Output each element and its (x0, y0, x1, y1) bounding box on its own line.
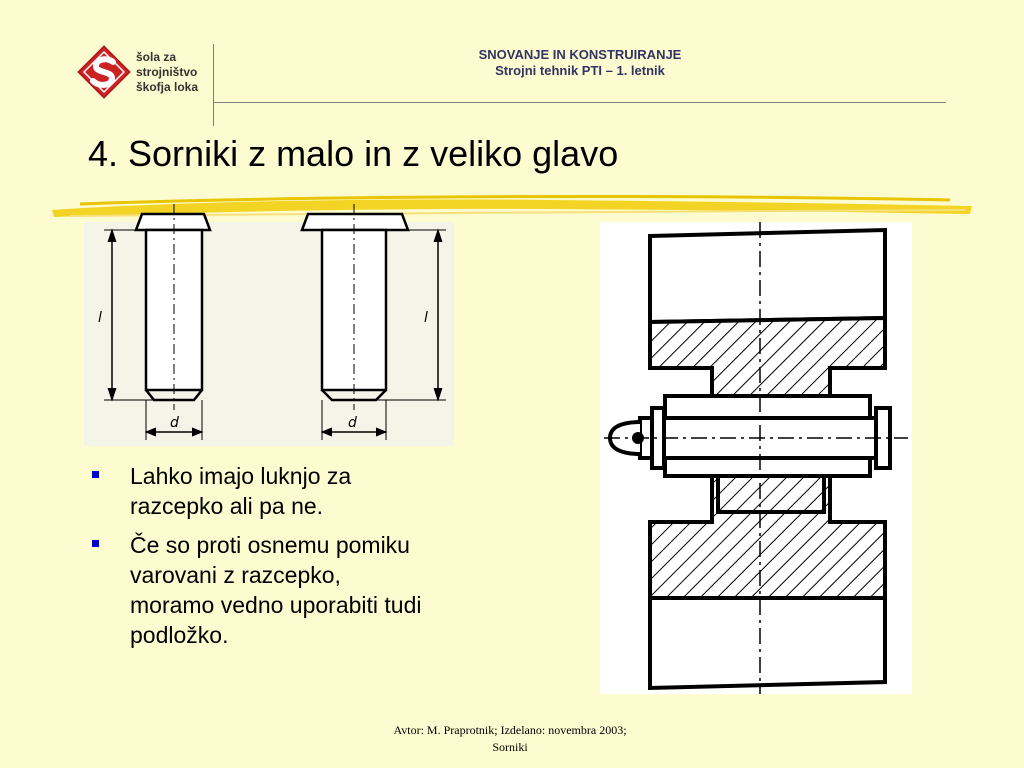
header-horizontal-divider (213, 102, 946, 103)
school-name-line-1: šola za (136, 50, 177, 64)
pin-joint-section-drawing (600, 222, 912, 694)
school-name (136, 50, 198, 95)
slide-title: 4. Sorniki z malo in z veliko glavo (88, 133, 619, 174)
course-title: SNOVANJE IN KONSTRUIRANJE (478, 47, 682, 62)
bullet-text-2: Če so proti osnemu pomiku varovani z razcepko, moramo vedno uporabiti tudi podložko. (130, 532, 422, 648)
bullet-item-1 (92, 461, 422, 521)
square-bullet-icon (92, 471, 99, 478)
square-bullet-icon (92, 540, 99, 547)
school-name-line-2: strojništvo (136, 65, 198, 79)
length-label-2: l (424, 310, 428, 326)
bullet-list (92, 461, 422, 659)
slide-footer (360, 722, 660, 756)
length-label-1: l (98, 310, 102, 326)
footer-topic-line: Sorniki (492, 740, 528, 754)
school-name-line-3: škofja loka (136, 80, 199, 94)
diameter-label-1: d (170, 415, 179, 431)
header-vertical-divider (213, 44, 214, 126)
footer-author-line: Avtor: M. Praprotnik; Izdelano: novembra 2003; (393, 723, 627, 737)
course-header (380, 47, 780, 79)
course-subtitle: Strojni tehnik PTI – 1. letnik (495, 63, 665, 78)
bullet-item-2 (92, 530, 422, 650)
diameter-label-2: d (348, 415, 357, 431)
school-logo (76, 44, 216, 102)
pin-drawing-small-large-head (84, 200, 454, 446)
school-s-logo-icon (76, 44, 132, 100)
bullet-text-1: Lahko imajo luknjo za razcepko ali pa ne. (130, 463, 352, 519)
